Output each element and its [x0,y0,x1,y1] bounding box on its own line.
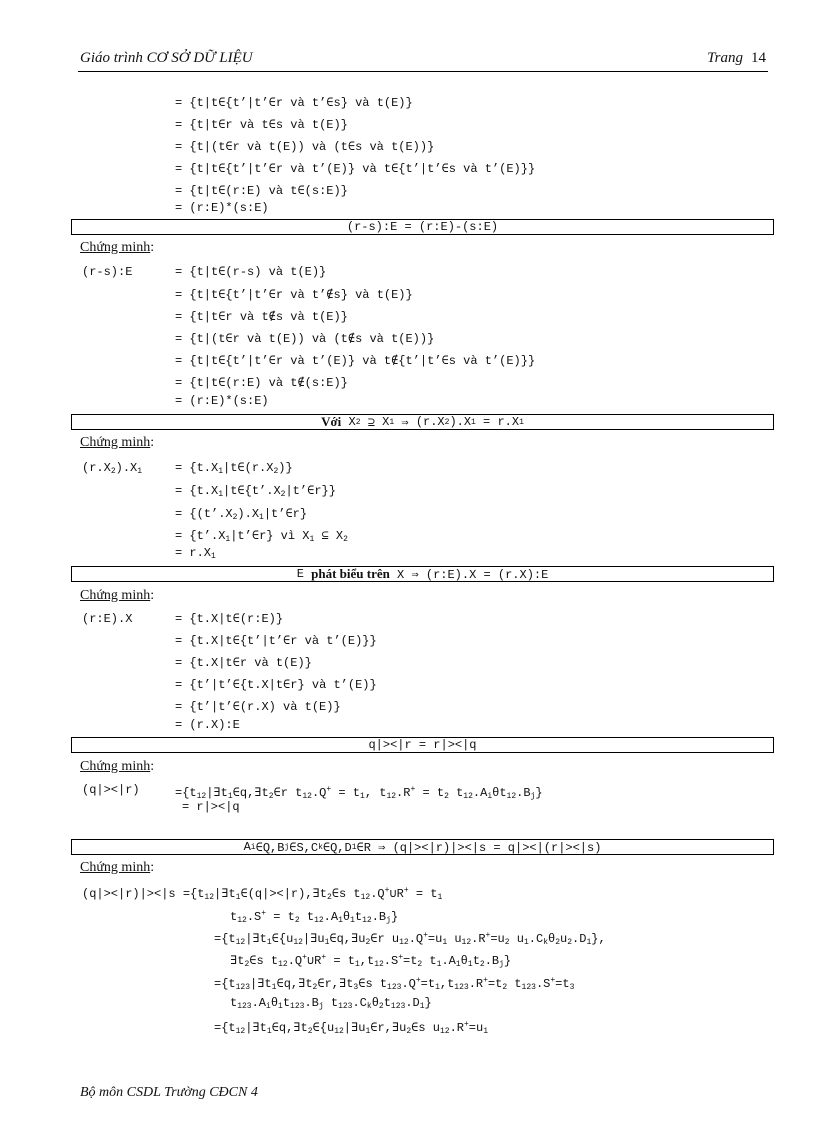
footer-text: Bộ môn CSDL Trường CĐCN 4 [80,1085,258,1100]
proof-lhs: (q|><|r) [82,783,140,797]
formula-line: = {t|t∈{t’|t’∈r và t’∉s} và t(E)} [175,288,413,302]
formula-line: $=\{t_{12}|\exists t_1\in q,\exists t_2\in\{u_{12}|\exists u_1\in r,\exists u_2\in s$ $u_{12}.R^+=u_1$ [214,1020,488,1036]
formula-line: $\exists t_2\in s$ $t_{12}.Q^+\cup R^+ = t_1,t_{12}.S^+=t_2$ $t_1.A_1\theta_1t_2.B_j$} [230,953,512,969]
theorem-word: phát biểu trên [311,566,390,581]
formula-line: = $\{t’.X_1|t’\in r\}$ vì $X_1$ ⊆ $X_2$ [175,529,348,544]
formula-line: = {t|t∈{t’|t’∈r và t’(E)} và t∉{t’|t’∈s và t’(E)}} [175,354,536,368]
formula-line: = (r:E)*(s:E) [175,201,269,215]
formula-line: = {t’|t’∈(r.X) và t(E)} [175,700,341,714]
theorem-box [71,737,774,753]
formula-line: = {t|t∈r và t∈s và t(E)} [175,118,348,132]
formula-line: = (r.X):E [175,718,240,732]
proof-lhs: (r:E).X [82,612,133,626]
page-number-label [707,50,766,67]
proof-label: Chứng minh: [80,435,155,450]
proof-lhs: (r-s):E [82,265,133,279]
formula-line: = {t|t∈{t’|t’∈r và t’∈s} và t(E)} [175,96,413,110]
formula-line: = {t|(t∈r và t(E)) và (t∉s và t(E))} [175,332,435,346]
theorem-box [71,219,774,235]
formula-line: $=\{t_{12}|\exists t_1\in q,\exists t_2\in r$ $t_{12}.Q^+ = t_1$, $t_{12}.R^+ = t_2$ $t_{12}.A_i\theta t_{12}.B_j$} [175,785,543,801]
theorem-box: A i ∈Q,B j ∈S,C k ∈Q,D 1 ∈R ⇒ (q|><|r)|><|s = q|><|(r|><|s) [71,839,774,855]
formula-line: = {t.X|t∈(r:E)} [175,612,284,626]
formula-line: = $\{t.X_1|t\in(r.X_2)\}$ [175,461,293,476]
formula-line: = {t|t∈r và t∉s và t(E)} [175,310,348,324]
formula-line: = {t|(t∈r và t(E)) và (t∈s và t(E))} [175,140,435,154]
theorem-text: (r-s):E = (r:E)-(s:E) [346,220,499,234]
proof-lhs: $(r.X_2).X_1$ [82,461,143,476]
formula-line: = {t.X|t∈r và t(E)} [175,656,312,670]
formula-line: $(q|><|r)|><|s =\{t_{12}|\exists t_1\in(q|><|r),\exists t_2\in s$ $t_{12}.Q^+\cup R^+ = t_1$ [82,886,443,902]
formula-line: = {t’|t’∈{t.X|t∈r} và t’(E)} [175,678,377,692]
formula-line: $=\{t_{123}|\exists t_1\in q,\exists t_2\in r,\exists t_3\in s$ $t_{123}.Q^+=t_1,t_{123}.R^+=t_2$ $t_{123}.S^+=t_3$ [214,976,575,992]
formula-line: $t_{12}.S^+ = t_2$ $t_{12}.A_1\theta_1t_{12}.B_j$} [230,909,399,925]
theorem-text: q|><|r = r|><|q [368,738,477,752]
proof-label: Chứng minh: [80,588,155,603]
formula-line: = {t.X|t∈{t’|t’∈r và t’(E)}} [175,634,377,648]
formula-line: = {t|t∈{t’|t’∈r và t’(E)} và t∈{t’|t’∈s và t’(E)}} [175,162,536,176]
formula-line: $t_{123}.A_i\theta_1t_{123}.B_j$ $t_{123}.C_k\theta_2t_{123}.D_1$} [230,996,432,1011]
document-title: Giáo trình CƠ SỞ DỮ LIỆU [80,50,253,66]
formula-line: = {t|t∈(r:E) và t∈(s:E)} [175,184,348,198]
formula-line: $=\{t_{12}|\exists t_1\in\{u_{12}|\exists u_1\in q,\exists u_2\in r$ $u_{12}.Q^+=u_1$ $u_{12}.R^+=u_2$ $u_1.C_k\theta_2u_2.D_1$}, [214,931,606,947]
formula-line: = {t|t∈(r-s) và t(E)} [175,265,327,279]
formula-line: = $r.X_1$ [175,546,216,561]
proof-label: Chứng minh: [80,860,155,875]
proof-label: Chứng minh: [80,240,155,255]
theorem-box: E phát biểu trên X ⇒ (r:E).X = (r.X):E [71,566,774,582]
formula-line: = {t|t∈(r:E) và t∉(s:E)} [175,376,348,390]
formula-line: = $\{(t’.X_2).X_1|t’\in r\}$ [175,507,308,522]
page-number: 14 [751,50,766,66]
formula-line: = r|><|q [182,800,240,814]
formula-line: = $\{t.X_1|t\in\{t’.X_2|t’\in r\}\}$ [175,484,336,499]
formula-line: = (r:E)*(s:E) [175,394,269,408]
proof-label: Chứng minh: [80,759,155,774]
theorem-word: Với [321,414,342,429]
header-rule [78,71,768,72]
theorem-box: Với X 2 ⊇ X 1 ⇒ (r.X 2 ).X 1 = r.X 1 [71,414,774,430]
page-label: Trang [707,50,743,66]
